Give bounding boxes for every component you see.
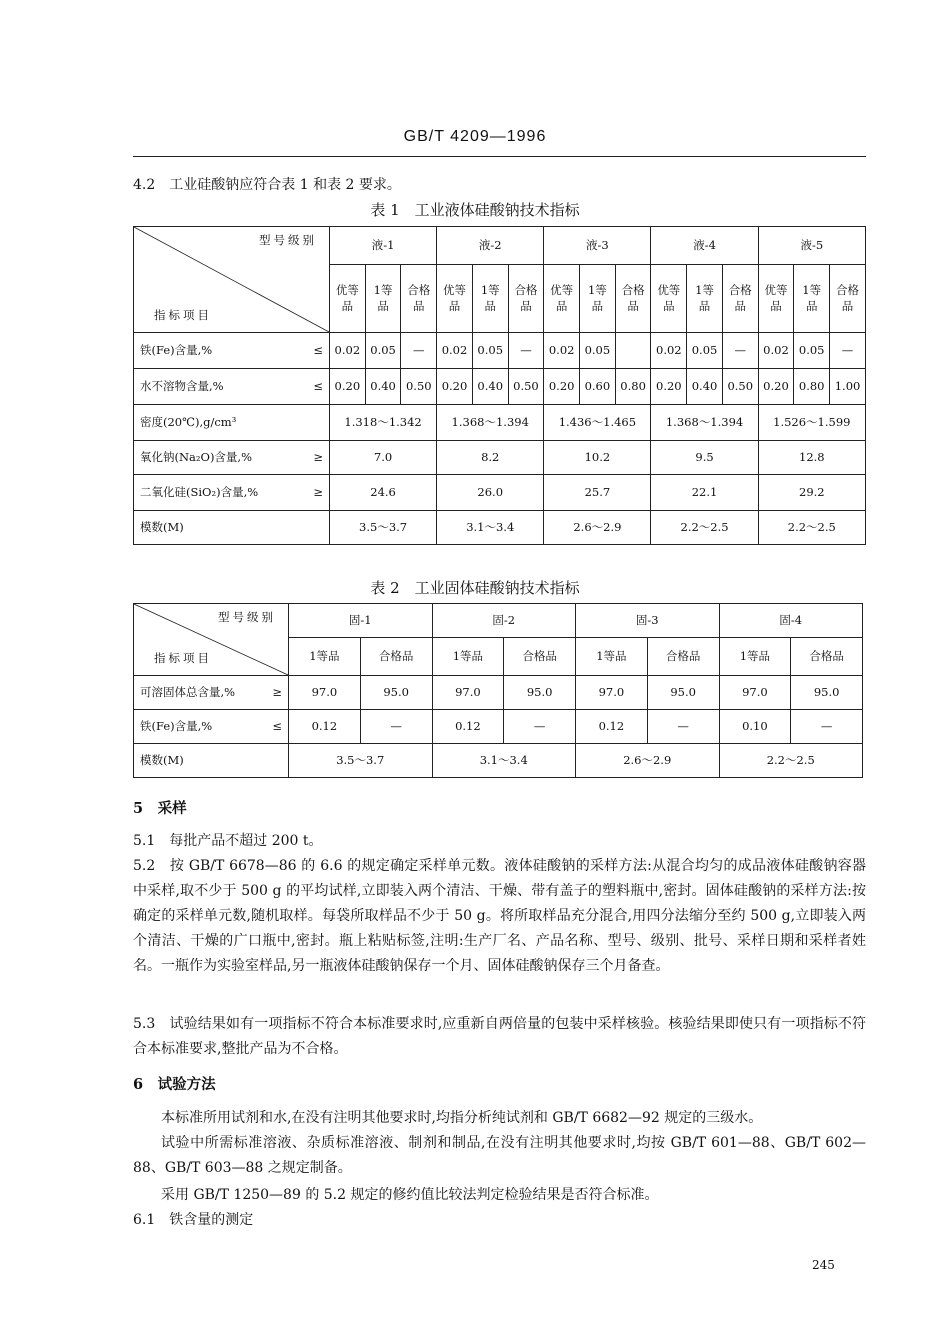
- merged-value-cell: 3.5～3.7: [289, 744, 433, 778]
- merged-value-cell: 29.2: [758, 475, 865, 511]
- corner-indicator-label: 指标项目: [154, 651, 212, 666]
- value-cell: 0.20: [758, 369, 794, 405]
- table-row: [134, 333, 866, 369]
- header-row-models: [134, 604, 863, 638]
- merged-value-cell: 2.6～2.9: [576, 744, 720, 778]
- value-cell: 95.0: [791, 676, 863, 710]
- value-cell: 0.20: [651, 369, 687, 405]
- grade-header: [791, 638, 863, 676]
- grade-header-text: 1等品: [309, 648, 340, 663]
- grade-header-text: 合格品: [514, 282, 538, 313]
- indicator-name: 模数(M): [140, 519, 184, 534]
- merged-value-cell: 1.526～1.599: [758, 405, 865, 441]
- grade-header-text: 优等品: [550, 282, 574, 313]
- grade-header: [794, 265, 830, 333]
- model-header: 液-5: [758, 227, 865, 265]
- row-label-wrap: [140, 685, 288, 701]
- row-label: [134, 710, 289, 744]
- grade-header: [651, 265, 687, 333]
- page-number: 245: [812, 1258, 835, 1272]
- indicator-name: 模数(M): [140, 752, 184, 767]
- table-row: [134, 405, 866, 441]
- merged-value-cell: 9.5: [651, 441, 758, 475]
- merged-value-cell: 7.0: [330, 441, 437, 475]
- merged-value-cell: 2.2～2.5: [651, 511, 758, 545]
- value-cell: 0.05: [365, 333, 401, 369]
- value-cell: —: [647, 710, 719, 744]
- table1-caption: 表 1 工业液体硅酸钠技术指标: [370, 201, 580, 219]
- grade-header: [432, 638, 504, 676]
- value-cell: 95.0: [504, 676, 576, 710]
- row-label-wrap: [140, 719, 288, 735]
- grade-header: [360, 638, 432, 676]
- comparison-operator: ≥: [313, 484, 323, 499]
- value-cell: 0.02: [544, 333, 580, 369]
- row-label: [134, 744, 289, 778]
- row-label-wrap: [140, 343, 329, 359]
- table2-solid-sodium-silicate: [133, 603, 863, 778]
- corner-model-grade-label: 型号级别: [218, 610, 276, 624]
- merged-value-cell: 8.2: [437, 441, 544, 475]
- header-rule: [133, 156, 866, 157]
- model-header: 液-3: [544, 227, 651, 265]
- value-cell: 0.05: [580, 333, 616, 369]
- table-row: [134, 744, 863, 778]
- grade-header-text: 优等品: [764, 282, 788, 313]
- value-cell: —: [401, 333, 437, 369]
- row-label: [134, 511, 330, 545]
- value-cell: —: [508, 333, 544, 369]
- indicator-name: 二氧化硅(SiO₂)含量,%: [140, 484, 259, 499]
- merged-value-cell: 2.6～2.9: [544, 511, 651, 545]
- grade-header-text: 合格品: [621, 282, 645, 313]
- grade-header-text: 合格品: [407, 282, 431, 313]
- grade-header: [544, 265, 580, 333]
- grade-header: [719, 638, 791, 676]
- section-6-para-3: 采用 GB/T 1250—89 的 5.2 规定的修约值比较法判定检验结果是否符合标准。: [161, 1187, 659, 1203]
- section-6-para-2: 试验中所需标准溶液、杂质标准溶液、制剂和制品,在没有注明其他要求时,均按 GB/T 601—88、GB/T 602—88、GB/T 603—88 之规定制备。: [133, 1135, 866, 1176]
- grade-header: [504, 638, 576, 676]
- row-label-wrap: [140, 753, 288, 769]
- model-header: 液-4: [651, 227, 758, 265]
- value-cell: [615, 333, 651, 369]
- clause-5-3: 5.3 试验结果如有一项指标不符合本标准要求时,应重新自两倍量的包装中采样核验。核验结果即使只有一项指标不符合本标准要求,整批产品为不合格。: [133, 1016, 866, 1057]
- row-label-wrap: [140, 520, 329, 536]
- grade-header-text: 优等品: [657, 282, 681, 313]
- grade-header: [365, 265, 401, 333]
- comparison-operator: ≥: [272, 684, 282, 699]
- grade-header-text: 1等品: [587, 282, 607, 313]
- grade-header: [580, 265, 616, 333]
- indicator-name: 氧化钠(Na₂O)含量,%: [140, 449, 253, 464]
- grade-header-text: 合格品: [836, 282, 860, 313]
- value-cell: 0.50: [401, 369, 437, 405]
- merged-value-cell: 3.1～3.4: [437, 511, 544, 545]
- value-cell: 0.80: [794, 369, 830, 405]
- grade-header-text: 合格品: [378, 648, 414, 663]
- value-cell: 97.0: [289, 676, 361, 710]
- table1-liquid-sodium-silicate: [133, 226, 866, 545]
- model-header: 固-3: [576, 604, 720, 638]
- clause-5-1: 5.1 每批产品不超过 200 t。: [133, 833, 323, 849]
- value-cell: 0.50: [508, 369, 544, 405]
- model-header: 液-1: [330, 227, 437, 265]
- row-label-wrap: [140, 485, 329, 501]
- indicator-name: 铁(Fe)含量,%: [140, 342, 213, 357]
- value-cell: 0.60: [580, 369, 616, 405]
- row-label: [134, 475, 330, 511]
- model-header: 固-1: [289, 604, 433, 638]
- clause-5-2: 5.2 按 GB/T 6678—86 的 6.6 的规定确定采样单元数。液体硅酸钠的采样方法:从混合均匀的成品液体硅酸钠容器中采样,取不少于 500 g 的平均试样,立即装入两个清洁、干燥、带有盖子的塑料瓶中,密封。固体硅酸钠的采样方法:按确定的采样单元数,随机取样。每袋所取样品不少于 50 g。将所取样品充分混合,用四分法缩分至约 500 g,立即装入两个清洁、干燥的广口瓶中,密封。瓶上粘贴标签,注明:生产厂名、产品名称、型号、级别、批号、采样日期和采样者姓名。一瓶作为实验室样品,另一瓶液体硅酸钠保存一个月、固体硅酸钠保存三个月备查。: [133, 858, 866, 974]
- value-cell: 0.05: [472, 333, 508, 369]
- merged-value-cell: 26.0: [437, 475, 544, 511]
- merged-value-cell: 2.2～2.5: [758, 511, 865, 545]
- value-cell: 0.02: [437, 333, 473, 369]
- value-cell: —: [722, 333, 758, 369]
- merged-value-cell: 25.7: [544, 475, 651, 511]
- model-header: 固-2: [432, 604, 576, 638]
- header-row-models: [134, 227, 866, 265]
- corner-diagonal-cell: [134, 227, 330, 333]
- row-label: [134, 369, 330, 405]
- corner-model-grade-label: 型号级别: [259, 233, 317, 247]
- grade-header-text: 优等品: [443, 282, 466, 313]
- value-cell: 0.80: [615, 369, 651, 405]
- merged-value-cell: 1.318～1.342: [330, 405, 437, 441]
- comparison-operator: ≤: [313, 378, 323, 393]
- row-label: [134, 333, 330, 369]
- corner-diagonal-cell: [134, 604, 289, 676]
- merged-value-cell: 1.368～1.394: [437, 405, 544, 441]
- row-label: [134, 441, 330, 475]
- value-cell: 0.05: [794, 333, 830, 369]
- indicator-name: 密度(20℃),g/cm³: [140, 414, 237, 429]
- grade-header-text: 1等品: [452, 648, 484, 663]
- grade-header-text: 优等品: [335, 282, 359, 313]
- value-cell: 0.05: [687, 333, 723, 369]
- table-row: [134, 710, 863, 744]
- value-cell: 0.12: [289, 710, 361, 744]
- merged-value-cell: 12.8: [758, 441, 865, 475]
- merged-value-cell: 2.2～2.5: [719, 744, 863, 778]
- merged-value-cell: 22.1: [651, 475, 758, 511]
- value-cell: 95.0: [647, 676, 719, 710]
- value-cell: 0.20: [330, 369, 366, 405]
- merged-value-cell: 1.436～1.465: [544, 405, 651, 441]
- grade-header: [687, 265, 723, 333]
- grade-header-text: 合格品: [522, 648, 557, 663]
- comparison-operator: ≥: [313, 449, 323, 464]
- grade-header-text: 1等品: [695, 282, 714, 313]
- value-cell: —: [791, 710, 863, 744]
- grade-header-text: 1等品: [596, 648, 627, 663]
- grade-header-text: 合格品: [665, 648, 701, 663]
- grade-header: [472, 265, 508, 333]
- table-row: [134, 369, 866, 405]
- grade-header-text: 合格品: [809, 648, 844, 663]
- section-5-title: 5 采样: [133, 800, 187, 817]
- comparison-operator: ≤: [313, 342, 323, 357]
- value-cell: 0.40: [472, 369, 508, 405]
- section-6-title: 6 试验方法: [133, 1076, 216, 1093]
- value-cell: —: [830, 333, 866, 369]
- grade-header: [330, 265, 366, 333]
- indicator-name: 可溶固体总含量,%: [140, 684, 236, 699]
- value-cell: 0.40: [687, 369, 723, 405]
- value-cell: —: [360, 710, 432, 744]
- value-cell: 0.20: [437, 369, 473, 405]
- grade-header: [576, 638, 648, 676]
- row-label-wrap: [140, 450, 329, 466]
- value-cell: 97.0: [719, 676, 791, 710]
- clause-4-2: 4.2 工业硅酸钠应符合表 1 和表 2 要求。: [133, 177, 401, 193]
- merged-value-cell: 24.6: [330, 475, 437, 511]
- table-row: [134, 511, 866, 545]
- indicator-name: 水不溶物含量,%: [140, 378, 224, 393]
- standard-header: GB/T 4209—1996: [403, 128, 547, 145]
- row-label: [134, 676, 289, 710]
- row-label: [134, 405, 330, 441]
- grade-header: [758, 265, 794, 333]
- grade-header: [508, 265, 544, 333]
- grade-header-text: 1等品: [802, 282, 822, 313]
- value-cell: 0.02: [330, 333, 366, 369]
- value-cell: 0.20: [544, 369, 580, 405]
- value-cell: 97.0: [432, 676, 504, 710]
- value-cell: 1.00: [830, 369, 866, 405]
- clause-6-1: 6.1 铁含量的测定: [133, 1212, 254, 1228]
- value-cell: 0.50: [722, 369, 758, 405]
- grade-header: [289, 638, 361, 676]
- row-label-wrap: [140, 415, 329, 431]
- value-cell: 0.40: [365, 369, 401, 405]
- value-cell: 95.0: [360, 676, 432, 710]
- value-cell: 0.02: [651, 333, 687, 369]
- grade-header: [830, 265, 866, 333]
- table2-caption: 表 2 工业固体硅酸钠技术指标: [370, 579, 580, 597]
- value-cell: 0.02: [758, 333, 794, 369]
- comparison-operator: ≤: [272, 718, 282, 733]
- grade-header-text: 1等品: [739, 648, 771, 663]
- value-cell: 97.0: [576, 676, 648, 710]
- merged-value-cell: 3.1～3.4: [432, 744, 576, 778]
- value-cell: —: [504, 710, 576, 744]
- merged-value-cell: 3.5～3.7: [330, 511, 437, 545]
- grade-header-text: 1等品: [373, 282, 393, 313]
- table-row: [134, 475, 866, 511]
- value-cell: 0.12: [576, 710, 648, 744]
- model-header: 液-2: [437, 227, 544, 265]
- grade-header: [722, 265, 758, 333]
- grade-header: [401, 265, 437, 333]
- merged-value-cell: 10.2: [544, 441, 651, 475]
- grade-header: [437, 265, 473, 333]
- model-header: 固-4: [719, 604, 863, 638]
- grade-header-text: 1等品: [480, 282, 500, 313]
- section-6-para-1: 本标准所用试剂和水,在没有注明其他要求时,均指分析纯试剂和 GB/T 6682—92 规定的三级水。: [161, 1110, 763, 1126]
- indicator-name: 铁(Fe)含量,%: [140, 718, 213, 733]
- merged-value-cell: 1.368～1.394: [651, 405, 758, 441]
- value-cell: 0.12: [432, 710, 504, 744]
- table-row: [134, 676, 863, 710]
- corner-indicator-label: 指标项目: [154, 308, 212, 323]
- table-row: [134, 441, 866, 475]
- grade-header-text: 合格品: [728, 282, 752, 313]
- value-cell: 0.10: [719, 710, 791, 744]
- grade-header: [647, 638, 719, 676]
- row-label-wrap: [140, 379, 329, 395]
- grade-header: [615, 265, 651, 333]
